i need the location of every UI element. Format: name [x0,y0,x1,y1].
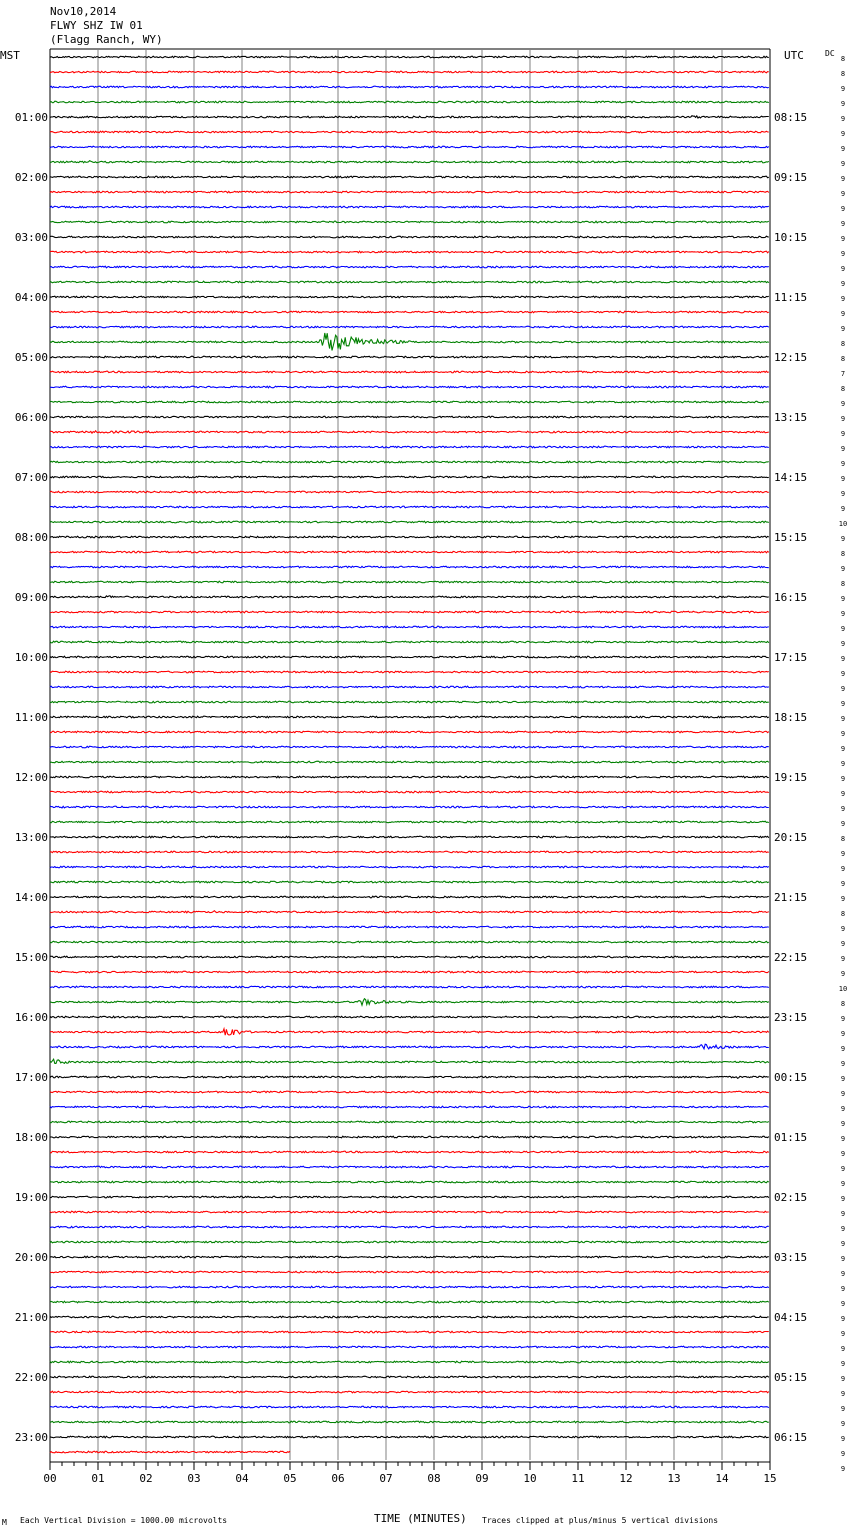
left-timezone-label: MST [0,49,20,62]
x-axis-title: TIME (MINUTES) [374,1512,467,1525]
dc-offset-value: 9 [840,310,846,318]
seismic-trace [50,596,769,598]
left-hour-label: 03:00 [14,231,48,244]
right-hour-label: 10:15 [774,231,808,244]
dc-offset-value: 9 [840,1405,846,1413]
dc-offset-value: 9 [840,880,846,888]
left-hour-label: 22:00 [14,1371,48,1384]
seismic-trace [50,941,769,943]
right-hour-label: 03:15 [774,1251,808,1264]
x-tick-label: 01 [91,1472,105,1485]
station-location: (Flagg Ranch, WY) [50,33,163,46]
seismic-trace [50,1059,769,1063]
dc-offset-header: DC [825,49,835,58]
seismic-trace [50,866,769,868]
seismic-trace [50,521,769,523]
dc-offset-value: 9 [840,85,846,93]
seismic-trace [50,416,769,418]
dc-offset-value: 9 [840,1045,846,1053]
dc-offset-value: 9 [840,625,846,633]
seismic-trace [50,1016,769,1018]
dc-offset-value: 8 [840,1000,846,1008]
left-hour-label: 16:00 [14,1011,48,1024]
dc-offset-value: 9 [840,1060,846,1068]
seismic-trace [50,896,769,898]
footer-mark: M [2,1518,7,1527]
seismic-trace [50,236,769,238]
seismic-trace [50,101,769,103]
seismic-trace [50,1226,769,1228]
dc-offset-value: 9 [840,1315,846,1323]
x-tick-label: 00 [43,1472,57,1485]
seismic-trace [50,1361,769,1363]
left-hour-label: 01:00 [14,111,48,124]
seismic-trace [50,326,769,328]
dc-offset-value: 9 [840,925,846,933]
seismic-trace [50,131,769,133]
seismic-trace [50,956,769,958]
right-hour-label: 21:15 [774,891,808,904]
dc-offset-value: 9 [840,940,846,948]
seismic-trace [50,461,769,463]
dc-offset-value: 9 [840,1075,846,1083]
x-tick-label: 04 [235,1472,249,1485]
left-hour-label: 13:00 [14,831,48,844]
seismic-trace [50,1121,769,1123]
seismic-trace [50,746,769,748]
dc-offset-value: 9 [840,250,846,258]
seismic-trace [50,206,769,208]
x-tick-label: 09 [475,1472,489,1485]
seismic-trace [50,86,769,88]
dc-offset-value: 9 [840,670,846,678]
clipping-note: Traces clipped at plus/minus 5 vertical divisions [482,1516,719,1525]
dc-offset-value: 9 [840,460,846,468]
seismic-trace [50,1181,769,1183]
dc-offset-value: 9 [840,1030,846,1038]
dc-offset-value: 9 [840,265,846,273]
right-hour-label: 09:15 [774,171,808,184]
dc-offset-value: 8 [840,580,846,588]
seismic-trace [50,1091,769,1093]
right-hour-label: 22:15 [774,951,808,964]
left-hour-label: 23:00 [14,1431,48,1444]
right-hour-label: 12:15 [774,351,808,364]
station-code: FLWY SHZ IW 01 [50,19,143,32]
right-timezone-label: UTC [784,49,804,62]
seismic-trace [50,431,769,433]
dc-offset-value: 9 [840,745,846,753]
dc-offset-value: 9 [840,805,846,813]
dc-offset-value: 9 [840,415,846,423]
dc-offset-value: 9 [840,1330,846,1338]
right-hour-label: 19:15 [774,771,808,784]
seismic-trace [50,821,769,823]
seismic-trace [50,71,769,73]
dc-offset-value: 9 [840,475,846,483]
seismic-trace [50,656,769,658]
left-hour-label: 08:00 [14,531,48,544]
right-hour-label: 20:15 [774,831,808,844]
dc-offset-value: 9 [840,565,846,573]
seismic-trace [50,1301,769,1303]
dc-offset-value: 9 [840,115,846,123]
right-hour-label: 08:15 [774,111,808,124]
x-tick-label: 07 [379,1472,393,1485]
left-hour-label: 15:00 [14,951,48,964]
dc-offset-value: 9 [840,790,846,798]
right-hour-label: 15:15 [774,531,808,544]
dc-offset-value: 9 [840,850,846,858]
dc-offset-value: 9 [840,325,846,333]
x-tick-label: 02 [139,1472,153,1485]
x-tick-label: 06 [331,1472,345,1485]
seismic-trace [50,611,769,613]
seismic-trace [50,716,769,718]
seismic-trace [50,446,769,448]
x-tick-label: 12 [619,1472,633,1485]
dc-offset-value: 9 [840,1180,846,1188]
dc-offset-value: 9 [840,955,846,963]
right-hour-label: 05:15 [774,1371,808,1384]
seismic-trace [50,881,769,883]
dc-offset-value: 9 [840,1450,846,1458]
seismic-trace [50,926,769,928]
seismic-trace [50,176,769,178]
left-hour-label: 20:00 [14,1251,48,1264]
seismic-trace [50,971,769,973]
seismic-trace [50,281,769,283]
seismic-trace [50,536,769,538]
dc-offset-value: 9 [840,220,846,228]
left-hour-label: 04:00 [14,291,48,304]
left-hour-label: 07:00 [14,471,48,484]
seismic-trace [50,1166,769,1168]
left-hour-label: 10:00 [14,651,48,664]
left-hour-label: 12:00 [14,771,48,784]
dc-offset-value: 9 [840,430,846,438]
right-hour-label: 06:15 [774,1431,808,1444]
dc-offset-value: 9 [840,730,846,738]
left-hour-label: 18:00 [14,1131,48,1144]
right-hour-label: 04:15 [774,1311,808,1324]
dc-offset-value: 10 [838,985,848,993]
dc-offset-value: 9 [840,655,846,663]
seismic-trace [50,56,769,58]
left-hour-label: 21:00 [14,1311,48,1324]
seismic-trace [50,1421,769,1423]
seismic-trace [50,251,769,253]
dc-offset-value: 9 [840,775,846,783]
seismic-trace [50,1286,769,1288]
dc-offset-value: 9 [840,1225,846,1233]
x-tick-label: 13 [667,1472,681,1485]
dc-offset-value: 9 [840,100,846,108]
seismic-trace [50,551,769,553]
dc-offset-value: 9 [840,1375,846,1383]
seismic-trace [50,1346,769,1348]
x-tick-label: 15 [763,1472,777,1485]
seismic-trace [50,566,769,568]
right-hour-label: 18:15 [774,711,808,724]
dc-offset-value: 9 [840,490,846,498]
seismic-trace [50,1271,769,1273]
dc-offset-value: 10 [838,520,848,528]
dc-offset-value: 9 [840,1120,846,1128]
dc-offset-value: 9 [840,1210,846,1218]
dc-offset-value: 9 [840,895,846,903]
dc-offset-value: 9 [840,820,846,828]
recording-date: Nov10,2014 [50,5,117,18]
seismic-trace [50,986,769,988]
dc-offset-value: 9 [840,760,846,768]
seismic-trace [50,1196,769,1198]
dc-offset-value: 9 [840,205,846,213]
x-tick-label: 05 [283,1472,297,1485]
dc-offset-value: 9 [840,715,846,723]
dc-offset-value: 8 [840,385,846,393]
seismic-trace [50,1241,769,1243]
right-hour-label: 00:15 [774,1071,808,1084]
dc-offset-value: 9 [840,865,846,873]
dc-offset-value: 9 [840,610,846,618]
dc-offset-value: 9 [840,1165,846,1173]
seismic-trace [50,356,769,358]
left-hour-label: 19:00 [14,1191,48,1204]
dc-offset-value: 9 [840,190,846,198]
seismic-trace [50,791,769,793]
seismic-trace [50,266,769,268]
dc-offset-value: 8 [840,70,846,78]
x-tick-label: 14 [715,1472,729,1485]
dc-offset-value: 9 [840,1345,846,1353]
dc-offset-value: 9 [840,1285,846,1293]
seismic-trace [50,146,769,148]
x-tick-label: 03 [187,1472,201,1485]
right-hour-label: 02:15 [774,1191,808,1204]
dc-offset-value: 8 [840,340,846,348]
right-hour-label: 13:15 [774,411,808,424]
seismic-trace [50,1451,290,1453]
seismic-trace [50,1044,769,1049]
seismic-trace [50,806,769,808]
right-hour-label: 14:15 [774,471,808,484]
left-hour-label: 09:00 [14,591,48,604]
seismic-trace [50,1391,769,1393]
dc-offset-value: 9 [840,235,846,243]
left-hour-label: 06:00 [14,411,48,424]
seismic-trace [50,581,769,583]
dc-offset-value: 9 [840,1435,846,1443]
dc-offset-value: 9 [840,1135,846,1143]
dc-offset-value: 9 [840,175,846,183]
left-hour-label: 02:00 [14,171,48,184]
seismic-trace [50,1376,769,1378]
seismic-trace [50,1406,769,1408]
seismic-trace [50,491,769,493]
seismic-trace [50,1316,769,1318]
dc-offset-value: 9 [840,505,846,513]
seismic-trace [50,1151,769,1153]
dc-offset-value: 9 [840,160,846,168]
seismic-trace [50,116,769,118]
dc-offset-value: 9 [840,400,846,408]
dc-offset-value: 9 [840,1105,846,1113]
seismic-trace [50,333,769,351]
seismic-trace [50,311,769,313]
dc-offset-value: 9 [840,1015,846,1023]
seismic-trace [50,221,769,223]
seismic-trace [50,911,769,913]
seismic-trace [50,851,769,853]
dc-offset-value: 9 [840,1300,846,1308]
seismic-trace [50,731,769,733]
seismic-trace [50,1211,769,1213]
left-hour-label: 11:00 [14,711,48,724]
dc-offset-value: 9 [840,685,846,693]
seismic-trace [50,626,769,628]
dc-offset-value: 9 [840,145,846,153]
seismic-trace [50,686,769,688]
dc-offset-value: 9 [840,700,846,708]
seismic-trace [50,161,769,163]
dc-offset-value: 9 [840,280,846,288]
seismic-trace [50,1106,769,1108]
seismic-trace [50,761,769,763]
right-hour-label: 11:15 [774,291,808,304]
dc-offset-value: 9 [840,295,846,303]
seismic-trace [50,701,769,703]
right-hour-label: 23:15 [774,1011,808,1024]
dc-offset-value: 9 [840,1195,846,1203]
seismic-trace [50,386,769,388]
dc-offset-value: 9 [840,535,846,543]
dc-offset-value: 9 [840,1420,846,1428]
dc-offset-value: 8 [840,55,846,63]
dc-offset-value: 9 [840,1240,846,1248]
dc-offset-value: 9 [840,595,846,603]
dc-offset-value: 9 [840,1390,846,1398]
dc-offset-value: 9 [840,1360,846,1368]
seismic-trace [50,296,769,298]
seismic-trace [50,999,769,1005]
left-hour-label: 17:00 [14,1071,48,1084]
dc-offset-value: 7 [840,370,846,378]
vertical-scale-note: Each Vertical Division = 1000.00 microvolts [20,1516,228,1525]
seismic-trace [50,191,769,193]
x-tick-label: 11 [571,1472,585,1485]
seismic-trace [50,836,769,838]
seismic-trace [50,401,769,403]
seismic-trace [50,1256,769,1258]
right-hour-label: 16:15 [774,591,808,604]
right-hour-label: 01:15 [774,1131,808,1144]
left-hour-label: 14:00 [14,891,48,904]
seismic-trace [50,476,769,478]
dc-offset-value: 9 [840,1090,846,1098]
seismic-trace [50,671,769,673]
dc-offset-value: 9 [840,1270,846,1278]
x-tick-label: 08 [427,1472,441,1485]
dc-offset-value: 9 [840,1255,846,1263]
seismic-trace [50,1029,769,1035]
seismic-trace [50,1436,769,1438]
dc-offset-value: 9 [840,1465,846,1473]
dc-offset-value: 9 [840,970,846,978]
dc-offset-value: 8 [840,835,846,843]
x-tick-label: 10 [523,1472,537,1485]
dc-offset-value: 9 [840,640,846,648]
right-hour-label: 17:15 [774,651,808,664]
dc-offset-value: 9 [840,1150,846,1158]
dc-offset-value: 8 [840,910,846,918]
seismic-trace [50,641,769,643]
seismic-trace [50,1136,769,1138]
left-hour-label: 05:00 [14,351,48,364]
seismic-trace [50,371,769,373]
dc-offset-value: 8 [840,355,846,363]
dc-offset-value: 8 [840,550,846,558]
seismic-trace [50,1331,769,1333]
seismic-trace [50,506,769,508]
seismic-trace [50,1076,769,1078]
dc-offset-value: 9 [840,130,846,138]
dc-offset-value: 9 [840,445,846,453]
seismic-trace [50,776,769,778]
